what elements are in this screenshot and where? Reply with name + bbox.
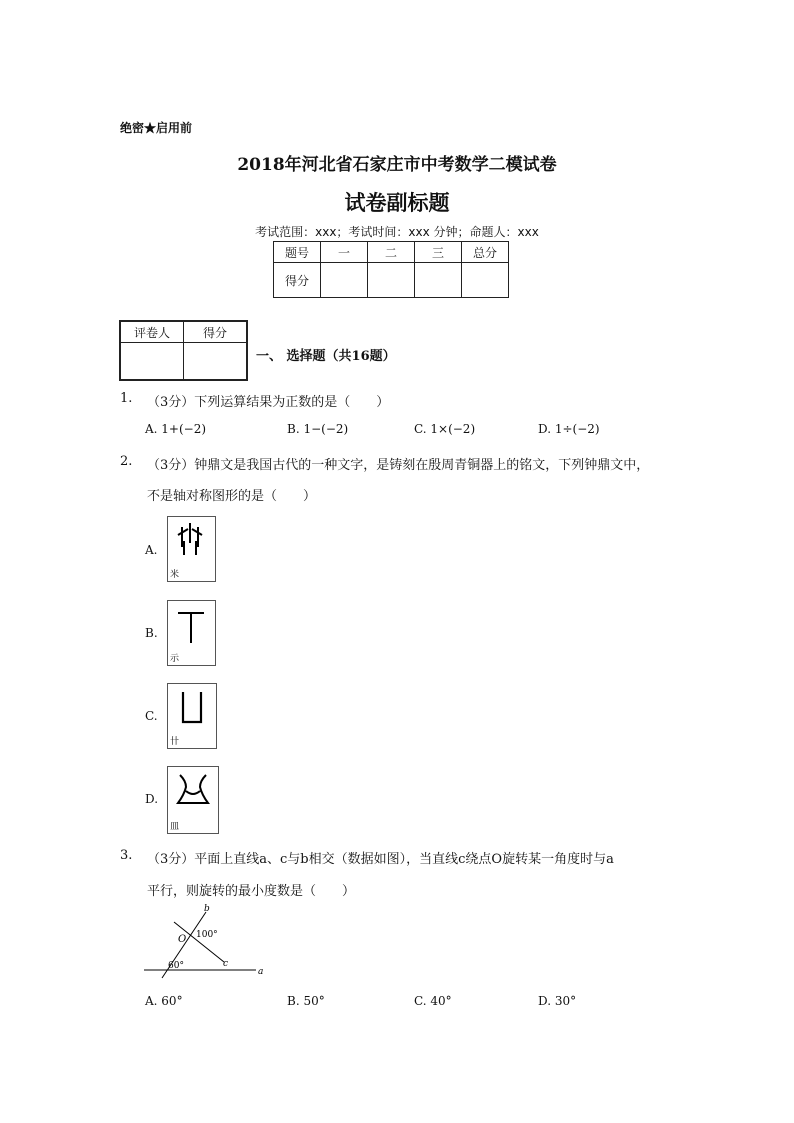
glyph-image-b[interactable] — [167, 600, 216, 666]
grader-header-cell: 评卷人 — [120, 321, 184, 343]
section-title: 一、 选择题（共16题） — [256, 349, 396, 364]
option-c[interactable]: C. — [145, 709, 158, 723]
option-c[interactable]: C. 40° — [414, 994, 452, 1008]
score-table — [273, 241, 509, 298]
score-header-cell: 总分 — [462, 242, 509, 263]
question-text: （3分）下列运算结果为正数的是（ ） — [147, 395, 390, 410]
score-header-cell: 三 — [415, 242, 462, 263]
grader-table — [119, 320, 248, 381]
question-number: 2. — [120, 454, 133, 469]
score-header-cell: 二 — [368, 242, 415, 263]
exam-info: 考试范围：xxx；考试时间：xxx 分钟；命题人：xxx — [255, 225, 539, 239]
score-header-cell: 题号 — [274, 242, 321, 263]
glyph-caption-d: 皿 — [170, 822, 180, 832]
angle-label-100: 100° — [196, 930, 218, 940]
label-o: O — [178, 934, 187, 945]
label-a: a — [258, 967, 264, 977]
option-a[interactable]: A. — [145, 543, 158, 557]
score-cell — [368, 263, 415, 298]
angle-label-60: 60° — [168, 961, 184, 971]
option-b[interactable]: B. — [145, 626, 158, 640]
question-text-line2: 不是轴对称图形的是（ ） — [147, 489, 317, 504]
glyph-image-a[interactable] — [167, 516, 216, 582]
option-b[interactable]: B. 1−(−2) — [287, 422, 349, 436]
option-a[interactable]: A. 60° — [145, 994, 183, 1008]
score-cell — [462, 263, 509, 298]
glyph-caption-c: 卄 — [170, 737, 180, 747]
exam-title: 2018年河北省石家庄市中考数学二模试卷 — [237, 155, 557, 175]
geometry-figure — [140, 900, 270, 982]
score-cell — [415, 263, 462, 298]
grader-cell — [184, 343, 248, 381]
glyph-image-c[interactable] — [167, 683, 217, 749]
question-text-line1: （3分）钟鼎文是我国古代的一种文字，是铸刻在殷周青铜器上的铭文，下列钟鼎文中， — [147, 458, 650, 473]
option-d[interactable]: D. 30° — [538, 994, 577, 1008]
label-c: c — [223, 959, 229, 969]
glyph-caption-a: 米 — [170, 570, 180, 580]
option-d[interactable]: D. — [145, 792, 159, 806]
exam-subtitle: 试卷副标题 — [344, 190, 450, 215]
question-text-line1: （3分）平面上直线a、c与b相交（数据如图），当直线c绕点O旋转某一角度时与a — [147, 852, 614, 867]
option-c[interactable]: C. 1×(−2) — [414, 422, 476, 436]
label-b: b — [204, 904, 210, 914]
grader-header-cell: 得分 — [184, 321, 248, 343]
question-text-line2: 平行，则旋转的最小度数是（ ） — [147, 884, 356, 899]
score-cell — [321, 263, 368, 298]
glyph-caption-b: 示 — [170, 654, 180, 664]
score-row-label: 得分 — [274, 263, 321, 298]
confidential-label: 绝密★启用前 — [120, 121, 193, 135]
grader-cell — [120, 343, 184, 381]
glyph-image-d[interactable] — [167, 766, 219, 834]
option-d[interactable]: D. 1÷(−2) — [538, 422, 600, 436]
question-number: 1. — [120, 391, 133, 406]
option-a[interactable]: A. 1+(−2) — [145, 422, 207, 436]
option-b[interactable]: B. 50° — [287, 994, 325, 1008]
question-number: 3. — [120, 848, 133, 863]
score-header-cell: 一 — [321, 242, 368, 263]
